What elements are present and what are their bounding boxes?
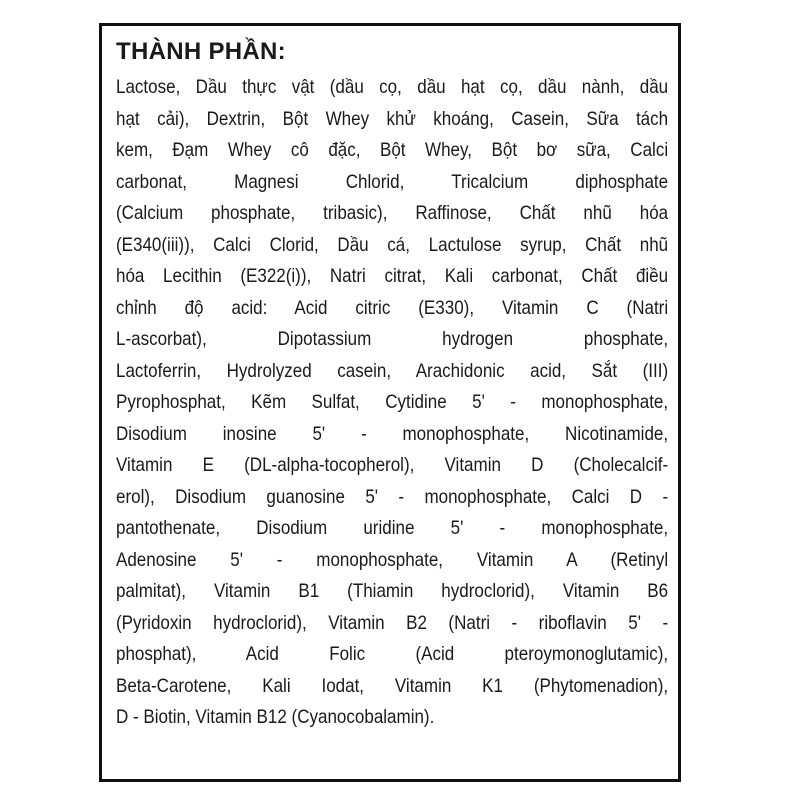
ingredients-line: (E340(iii)), Calci Clorid, Dầu cá, Lactulose syrup, Chất nhũ	[116, 233, 669, 256]
ingredients-line: (Calcium phosphate, tribasic), Raffinose, Chất nhũ hóa	[116, 202, 669, 224]
ingredients-line: (Pyridoxin hydroclorid), Vitamin B2 (Natri - riboflavin 5' -	[116, 611, 669, 634]
ingredients-line: erol), Disodium guanosine 5' - monophosphate, Calci D -	[116, 485, 669, 508]
ingredients-line: phosphat), Acid Folic (Acid pteroymonoglutamic),	[116, 643, 669, 665]
ingredients-line: D - Biotin, Vitamin B12 (Cyanocobalamin).	[116, 706, 435, 728]
ingredients-line: hạt cải), Dextrin, Bột Whey khử khoáng, Casein, Sữa tách	[116, 107, 669, 130]
ingredients-line: Adenosine 5' - monophosphate, Vitamin A (Retinyl	[116, 548, 669, 571]
ingredients-line: Pyrophosphat, Kẽm Sulfat, Cytidine 5' - monophosphate,	[116, 391, 669, 413]
ingredients-line: Vitamin E (DL-alpha-tocopherol), Vitamin D (Cholecalcif-	[116, 454, 669, 476]
ingredients-line: carbonat, Magnesi Chlorid, Tricalcium diphosphate	[116, 170, 669, 193]
ingredients-line: pantothenate, Disodium uridine 5' - monophosphate,	[116, 517, 669, 539]
ingredients-line: Lactoferrin, Hydrolyzed casein, Arachidonic acid, Sắt (III)	[116, 359, 669, 382]
ingredients-line: kem, Đạm Whey cô đặc, Bột Whey, Bột bơ sữa, Calci	[116, 139, 669, 161]
ingredients-line: Beta-Carotene, Kali Iodat, Vitamin K1 (Phytomenadion),	[116, 674, 669, 697]
ingredients-line: L-ascorbat), Dipotassium hydrogen phosphate,	[116, 328, 669, 350]
ingredients-line: Disodium inosine 5' - monophosphate, Nicotinamide,	[116, 422, 669, 445]
ingredients-heading: THÀNH PHẦN:	[116, 38, 286, 65]
ingredients-line: hóa Lecithin (E322(i)), Natri citrat, Kali carbonat, Chất điều	[116, 265, 669, 287]
ingredients-text	[116, 72, 668, 734]
ingredients-line: Lactose, Dầu thực vật (dầu cọ, dầu hạt cọ, dầu nành, dầu	[116, 76, 669, 98]
ingredients-line: chỉnh độ acid: Acid citric (E330), Vitamin C (Natri	[116, 296, 669, 319]
ingredients-line: palmitat), Vitamin B1 (Thiamin hydroclorid), Vitamin B6	[116, 580, 669, 602]
